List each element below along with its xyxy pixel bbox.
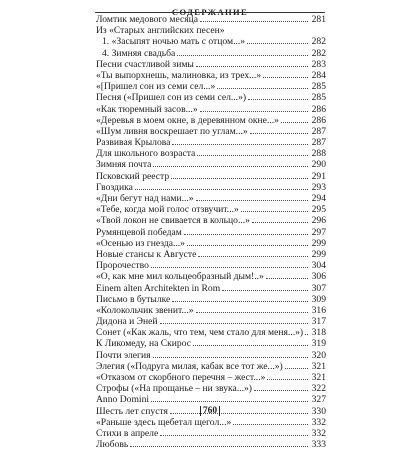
toc-entry [96,260,326,271]
toc-entry-title: Ломтик медового месяца [96,14,199,25]
toc-entry-title: Anno Domini [96,394,150,406]
toc-entry [96,271,326,282]
toc-entry-page: 281 [311,14,326,25]
toc-leader-dots [177,54,308,56]
toc-leader-dots [196,311,308,313]
toc-entry [96,294,326,305]
toc-leader-dots [160,434,308,436]
toc-entry-page: 286 [311,103,326,115]
toc-entry [96,350,326,361]
toc-entry-page: 307 [311,282,326,294]
toc-entry-page: 304 [311,260,326,272]
toc-entry-page: 332 [311,427,326,439]
header-divider [95,12,325,13]
toc-entry-page: 333 [311,439,326,450]
toc-entry-title: «Раньше здесь щебетал щегол...» [96,416,232,428]
toc-leader-dots [160,322,308,324]
toc-entry-page: 287 [311,137,326,149]
toc-leader-dots [153,165,308,167]
toc-entry-page: 284 [311,69,326,81]
toc-entry [96,48,326,59]
toc-entry [96,159,326,170]
toc-entry [96,59,326,70]
toc-entry-title: Шесть лет спустя [96,405,168,417]
toc-entry [96,137,326,148]
toc-entry-page: 296 [311,215,326,227]
toc-entry-page: 290 [311,159,326,171]
page-footer [0,406,420,416]
toc-entry-page: 318 [311,327,326,339]
toc-entry-title: 1. «Засыпят ночью мать с отцом...» [102,36,246,48]
toc-entry-title: Песни счастливой зимы [96,58,194,70]
toc-entry-title: Почти элегия [96,349,151,361]
toc-entry-title: «[Пришел сон из семи сел...» [96,81,216,93]
toc-leader-dots [151,266,308,268]
toc-entry [96,417,326,428]
toc-entry [96,81,326,92]
toc-entry-title: Любовь [96,439,129,450]
toc-leader-dots [197,154,308,156]
toc-entry-title: Песня («Пришел сон из семи сел...») [96,92,247,104]
toc-entry-page: 330 [311,405,326,417]
toc-leader-dots [250,132,308,134]
toc-leader-dots [196,199,308,201]
toc-entry [96,305,326,316]
toc-entry-title: Зимняя почта [96,159,152,171]
toc-entry-title: «Ты выпорхнешь, малиновка, из трех...» [96,69,262,81]
toc-leader-dots [266,277,308,279]
toc-entry-title: «Как тюремный засов...» [96,103,198,115]
toc-leader-dots [267,378,308,380]
toc-entry-page: 322 [311,383,326,395]
toc-entry-page: 317 [311,316,326,328]
toc-entry-page: 283 [311,58,326,70]
toc-entry-title: «Дни бегут над нами...» [96,193,194,204]
toc-entry-title: Гвоздика [96,181,133,193]
toc-leader-dots [254,389,308,391]
toc-leader-dots [285,367,308,369]
toc-entry [96,283,326,294]
toc-leader-dots [130,445,308,447]
toc-leader-dots [171,177,308,179]
toc-entry-title: 4. Зимняя свадьба [102,47,176,59]
toc-entry-title: Стихи в апреле [96,427,159,439]
toc-entry-title: «О, как мне мил кольцеобразный дым!..» [96,271,264,283]
toc-entry-page: 309 [311,293,326,305]
toc-entry-page: 282 [311,36,326,48]
toc-entry-page: 294 [311,193,326,204]
toc-entry [96,182,326,193]
toc-entry-page: 291 [311,170,326,182]
toc-leader-dots [172,300,308,302]
toc-entry-page: 299 [311,248,326,260]
toc-entry-page: 320 [311,349,326,361]
toc-leader-dots [184,233,308,235]
toc-entry-page: 285 [311,92,326,104]
toc-entry-title: «Деревья в моем окне, в деревянном окне...» [96,114,279,126]
toc-leader-dots [263,76,308,78]
toc-entry-page: 321 [311,372,326,383]
toc-entry-title: Элегия («Подруга милая, кабак все тот же...») [96,360,283,372]
toc-entry-title: Псковский реестр [96,170,170,182]
toc-entry [96,249,326,260]
toc-leader-dots [200,110,308,112]
toc-entry [96,394,326,405]
toc-entry-page: 316 [311,304,326,316]
page-title: СОДЕРЖАНИЕ [171,7,249,17]
toc-entry-title: «Тебе, когда мой голос отзвучит...» [96,204,239,216]
toc-entry [96,25,326,36]
toc-entry-page: 295 [311,204,326,216]
toc-entry-page: 285 [311,81,326,93]
toc-entry [96,327,326,338]
toc-entry-title: К Ликомеду, на Скирос [96,338,192,350]
toc-leader-dots [241,210,308,212]
toc-entry [96,439,326,450]
toc-entry-title: Для школьного возраста [96,148,196,160]
toc-entry-title: «Отказом от скорбного перечня – жест...» [96,372,266,383]
toc-entry-title: Развивая Крылова [96,137,171,149]
toc-entry [96,338,326,349]
toc-entry [96,383,326,394]
toc-leader-dots [153,356,309,358]
toc-entry [96,92,326,103]
page-number: 760 [200,406,220,416]
toc-entry-page: 293 [311,181,326,193]
toc-entry-page: 327 [311,394,326,406]
toc-entry [96,193,326,204]
toc-entry-page: 332 [311,416,326,428]
toc-entry-page: 282 [311,47,326,59]
toc-entry [96,227,326,238]
toc-leader-dots [200,20,308,22]
toc-leader-dots [305,333,308,335]
toc-entry-page: 321 [311,360,326,372]
toc-entry [96,361,326,372]
toc-entry-title: «Колокольчик звенит...» [96,304,194,316]
toc-leader-dots [248,98,308,100]
toc-entry-title: «Шум ливня воскрешает по углам...» [96,125,248,137]
toc-entry-title: Строфы («На прощанье – ни звука...») [96,383,252,395]
toc-entry [96,115,326,126]
toc-entry-title: Дидона и Эней [96,316,158,328]
toc-leader-dots [217,87,308,89]
toc-entry-title: Новые стансы к Августе [96,248,197,260]
toc-entry-page: 299 [311,237,326,249]
toc-leader-dots [172,143,308,145]
toc-entry [96,70,326,81]
toc-leader-dots [135,188,308,190]
toc-entry-title: Из «Старых английских песен» [96,25,225,37]
toc-entry-page: 288 [311,148,326,160]
toc-leader-dots [281,121,308,123]
toc-entry-page: 306 [311,271,326,283]
toc-entry [96,104,326,115]
toc-entry-title: Пророчество [96,260,149,272]
toc-entry [96,428,326,439]
running-header [0,0,420,17]
toc-entry-title: Румянцевой победам [96,226,182,238]
toc-leader-dots [222,289,308,291]
toc-entry [96,215,326,226]
toc-entry [96,148,326,159]
toc-entry-title: Письмо в бутылке [96,293,171,305]
toc-entry [96,372,326,383]
toc-entry-page: 319 [311,338,326,350]
toc-entry [96,14,326,25]
toc-entry [96,171,326,182]
toc-entry-page: 297 [311,226,326,238]
toc-entry-title: «Твой локон не свивается в кольцо...» [96,215,250,227]
toc-leader-dots [247,42,308,44]
toc-leader-dots [252,221,308,223]
toc-leader-dots [187,244,308,246]
toc-entry [96,316,326,327]
toc-leader-dots [193,344,308,346]
toc-entry [96,238,326,249]
toc-leader-dots [196,65,308,67]
toc-entry-page: 286 [311,114,326,126]
toc-entry [96,126,326,137]
toc-entry-title: Einem alten Architekten in Rom [96,282,221,294]
toc-entry [96,204,326,215]
table-of-contents [96,14,326,450]
toc-leader-dots [198,255,308,257]
toc-entry-title: Сонет («Как жаль, что тем, чем стало для меня...») [96,327,304,339]
toc-entry-page: 287 [311,125,326,137]
toc-leader-dots [233,423,308,425]
toc-leader-dots [151,400,308,402]
toc-entry [96,36,326,47]
toc-entry-title: «Осенью из гнезда...» [96,237,185,249]
